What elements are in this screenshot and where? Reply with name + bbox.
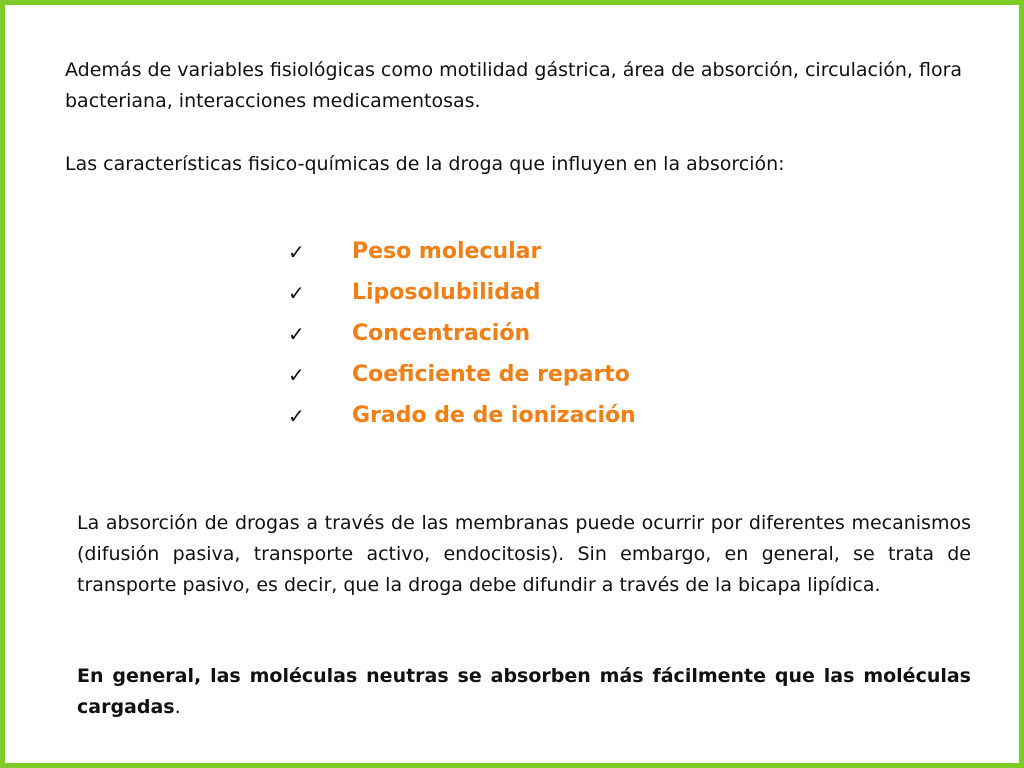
- checklist-item-label: Liposolubilidad: [352, 280, 541, 305]
- check-icon: ✓: [288, 403, 305, 428]
- check-icon: ✓: [288, 362, 305, 387]
- check-icon: ✓: [288, 321, 305, 346]
- check-icon: ✓: [288, 280, 305, 305]
- checklist-item: [288, 313, 636, 354]
- properties-checklist: [288, 231, 636, 436]
- checklist-item-label: Concentración: [352, 321, 531, 346]
- conclusion-paragraph: [77, 661, 971, 723]
- conclusion-period: .: [174, 696, 181, 718]
- checklist-item: [288, 354, 636, 395]
- checklist-item: [288, 272, 636, 313]
- check-icon: ✓: [288, 239, 305, 264]
- checklist-item-label: Coeficiente de reparto: [352, 362, 630, 387]
- intro-question: Las características fisico-químicas de la droga que influyen en la absorción:: [65, 153, 785, 175]
- absorption-paragraph: La absorción de drogas a través de las membranas puede ocurrir por diferentes mecanismos (difusión pasiva, transporte activo, endocitosis). Sin embargo, en general, se trata de transporte pasivo, es decir, que la droga debe difundir a través de la bicapa lipídica.: [77, 512, 971, 596]
- checklist-item-label: Grado de de ionización: [352, 403, 636, 428]
- intro-text: Además de variables fisiológicas como motilidad gástrica, área de absorción, circulación, flora bacteriana, interacciones medicamentosas.: [65, 59, 963, 112]
- checklist-item: [288, 231, 636, 272]
- checklist-item: [288, 395, 636, 436]
- conclusion-bold-text: En general, las moléculas neutras se absorben más fácilmente que las moléculas cargadas: [77, 665, 971, 718]
- checklist-item-label: Peso molecular: [352, 239, 542, 264]
